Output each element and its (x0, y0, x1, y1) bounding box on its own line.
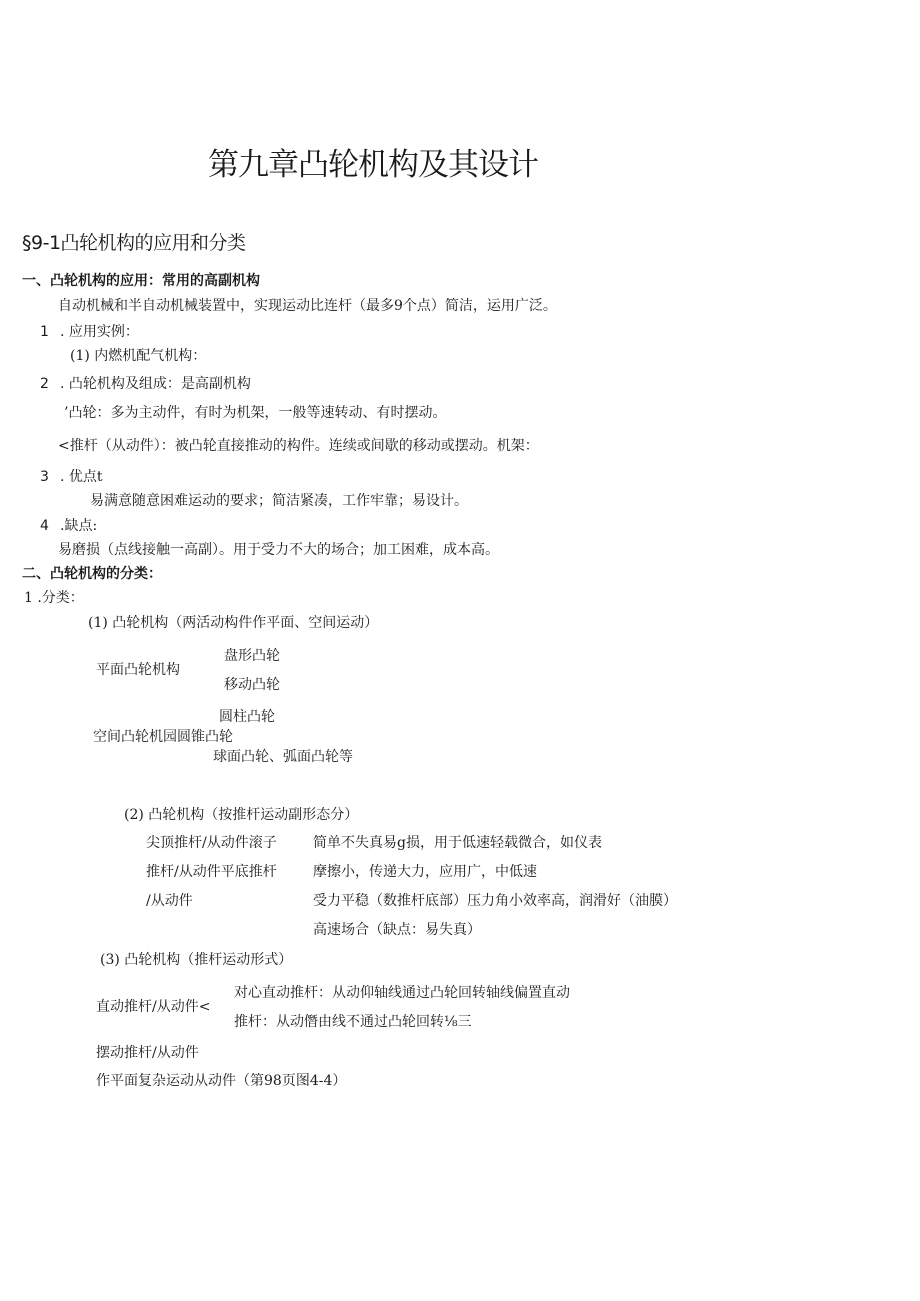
follower-type-3: /从动件 (146, 893, 193, 909)
item2-cam: ’凸轮：多为主动件，有时为机架，一般等速转动、有时摆动。 (64, 405, 447, 421)
item3-text: . 优点t (60, 469, 103, 485)
spherical-cam: 球面凸轮、弧面凸轮等 (213, 749, 353, 765)
item3-number: 3 (40, 469, 49, 485)
section-title: §9-1凸轮机构的应用和分类 (22, 232, 246, 254)
follower-desc-2: 摩擦小，传递大力，应用广，中低速 (313, 864, 537, 880)
spatial-cam-mechanism: 空间凸轮机园圆锥凸轮 (93, 729, 233, 745)
item1-text: . 应用实例： (60, 324, 139, 340)
sub3-label: (3) 凸轮机构（推杆运动形式） (100, 952, 293, 968)
item2-text: . 凸轮机构及组成：是高副机构 (60, 376, 251, 392)
part2-item1: 1 .分类： (24, 590, 84, 606)
item1-sub: (1) 内燃机配气机构： (70, 348, 207, 364)
item4-desc: 易磨损（点线接触一高副）。用于受力不大的场合；加工困难，成本高。 (58, 542, 499, 558)
translating-follower-b: 推杆：从动僭由线不通过凸轮回转⅛三 (234, 1014, 472, 1030)
disc-cam: 盘形凸轮 (224, 648, 280, 664)
translating-follower: 直动推杆/从动件< (96, 999, 211, 1015)
item4-text: .缺点: (60, 518, 98, 534)
follower-desc-4: 高速场合（缺点：易失真） (313, 922, 481, 938)
page-title: 第九章凸轮机构及其设计 (208, 147, 538, 183)
follower-desc-3: 受力平稳（数推杆底部）压力角小效率高，润滑好（油膜） (313, 893, 677, 909)
part1-heading: 一、凸轮机构的应用：常用的高副机构 (22, 273, 260, 289)
planar-cam-mechanism: 平面凸轮机构 (96, 662, 180, 678)
follower-type-1: 尖顶推杆/从动件滚子 (146, 835, 277, 851)
planar-complex-follower: 作平面复杂运动从动件（第98页图4-4） (96, 1073, 347, 1089)
part2-heading: 二、凸轮机构的分类： (22, 566, 162, 582)
follower-type-2: 推杆/从动件平底推杆 (146, 864, 277, 880)
item1-number: 1 (40, 324, 49, 340)
sub2-label: (2) 凸轮机构（按推杆运动副形态分） (124, 807, 359, 823)
translating-follower-a: 对心直动推杆：从动仰轴线通过凸轮回转轴线偏置直动 (234, 985, 570, 1001)
part1-intro: 自动机械和半自动机械装置中，实现运动比连杆（最多9个点）简洁，运用广泛。 (58, 298, 557, 314)
sub1-label: (1) 凸轮机构（两活动构件作平面、空间运动） (88, 615, 379, 631)
follower-desc-1: 简单不失真易g损，用于低速轻载微合，如仪表 (313, 835, 602, 851)
item2-number: 2 (40, 376, 49, 392)
item4-number: 4 (40, 518, 49, 534)
item3-desc: 易满意随意困难运动的要求；简洁紧凑，工作牢靠；易设计。 (90, 493, 468, 509)
oscillating-follower: 摆动推杆/从动件 (96, 1045, 199, 1061)
item2-follower: <推杆（从动件）：被凸轮直接推动的构件。连续或间歇的移动或摆动。机架： (58, 438, 539, 454)
cylindrical-cam: 圆柱凸轮 (219, 709, 275, 725)
translating-cam: 移动凸轮 (224, 677, 280, 693)
